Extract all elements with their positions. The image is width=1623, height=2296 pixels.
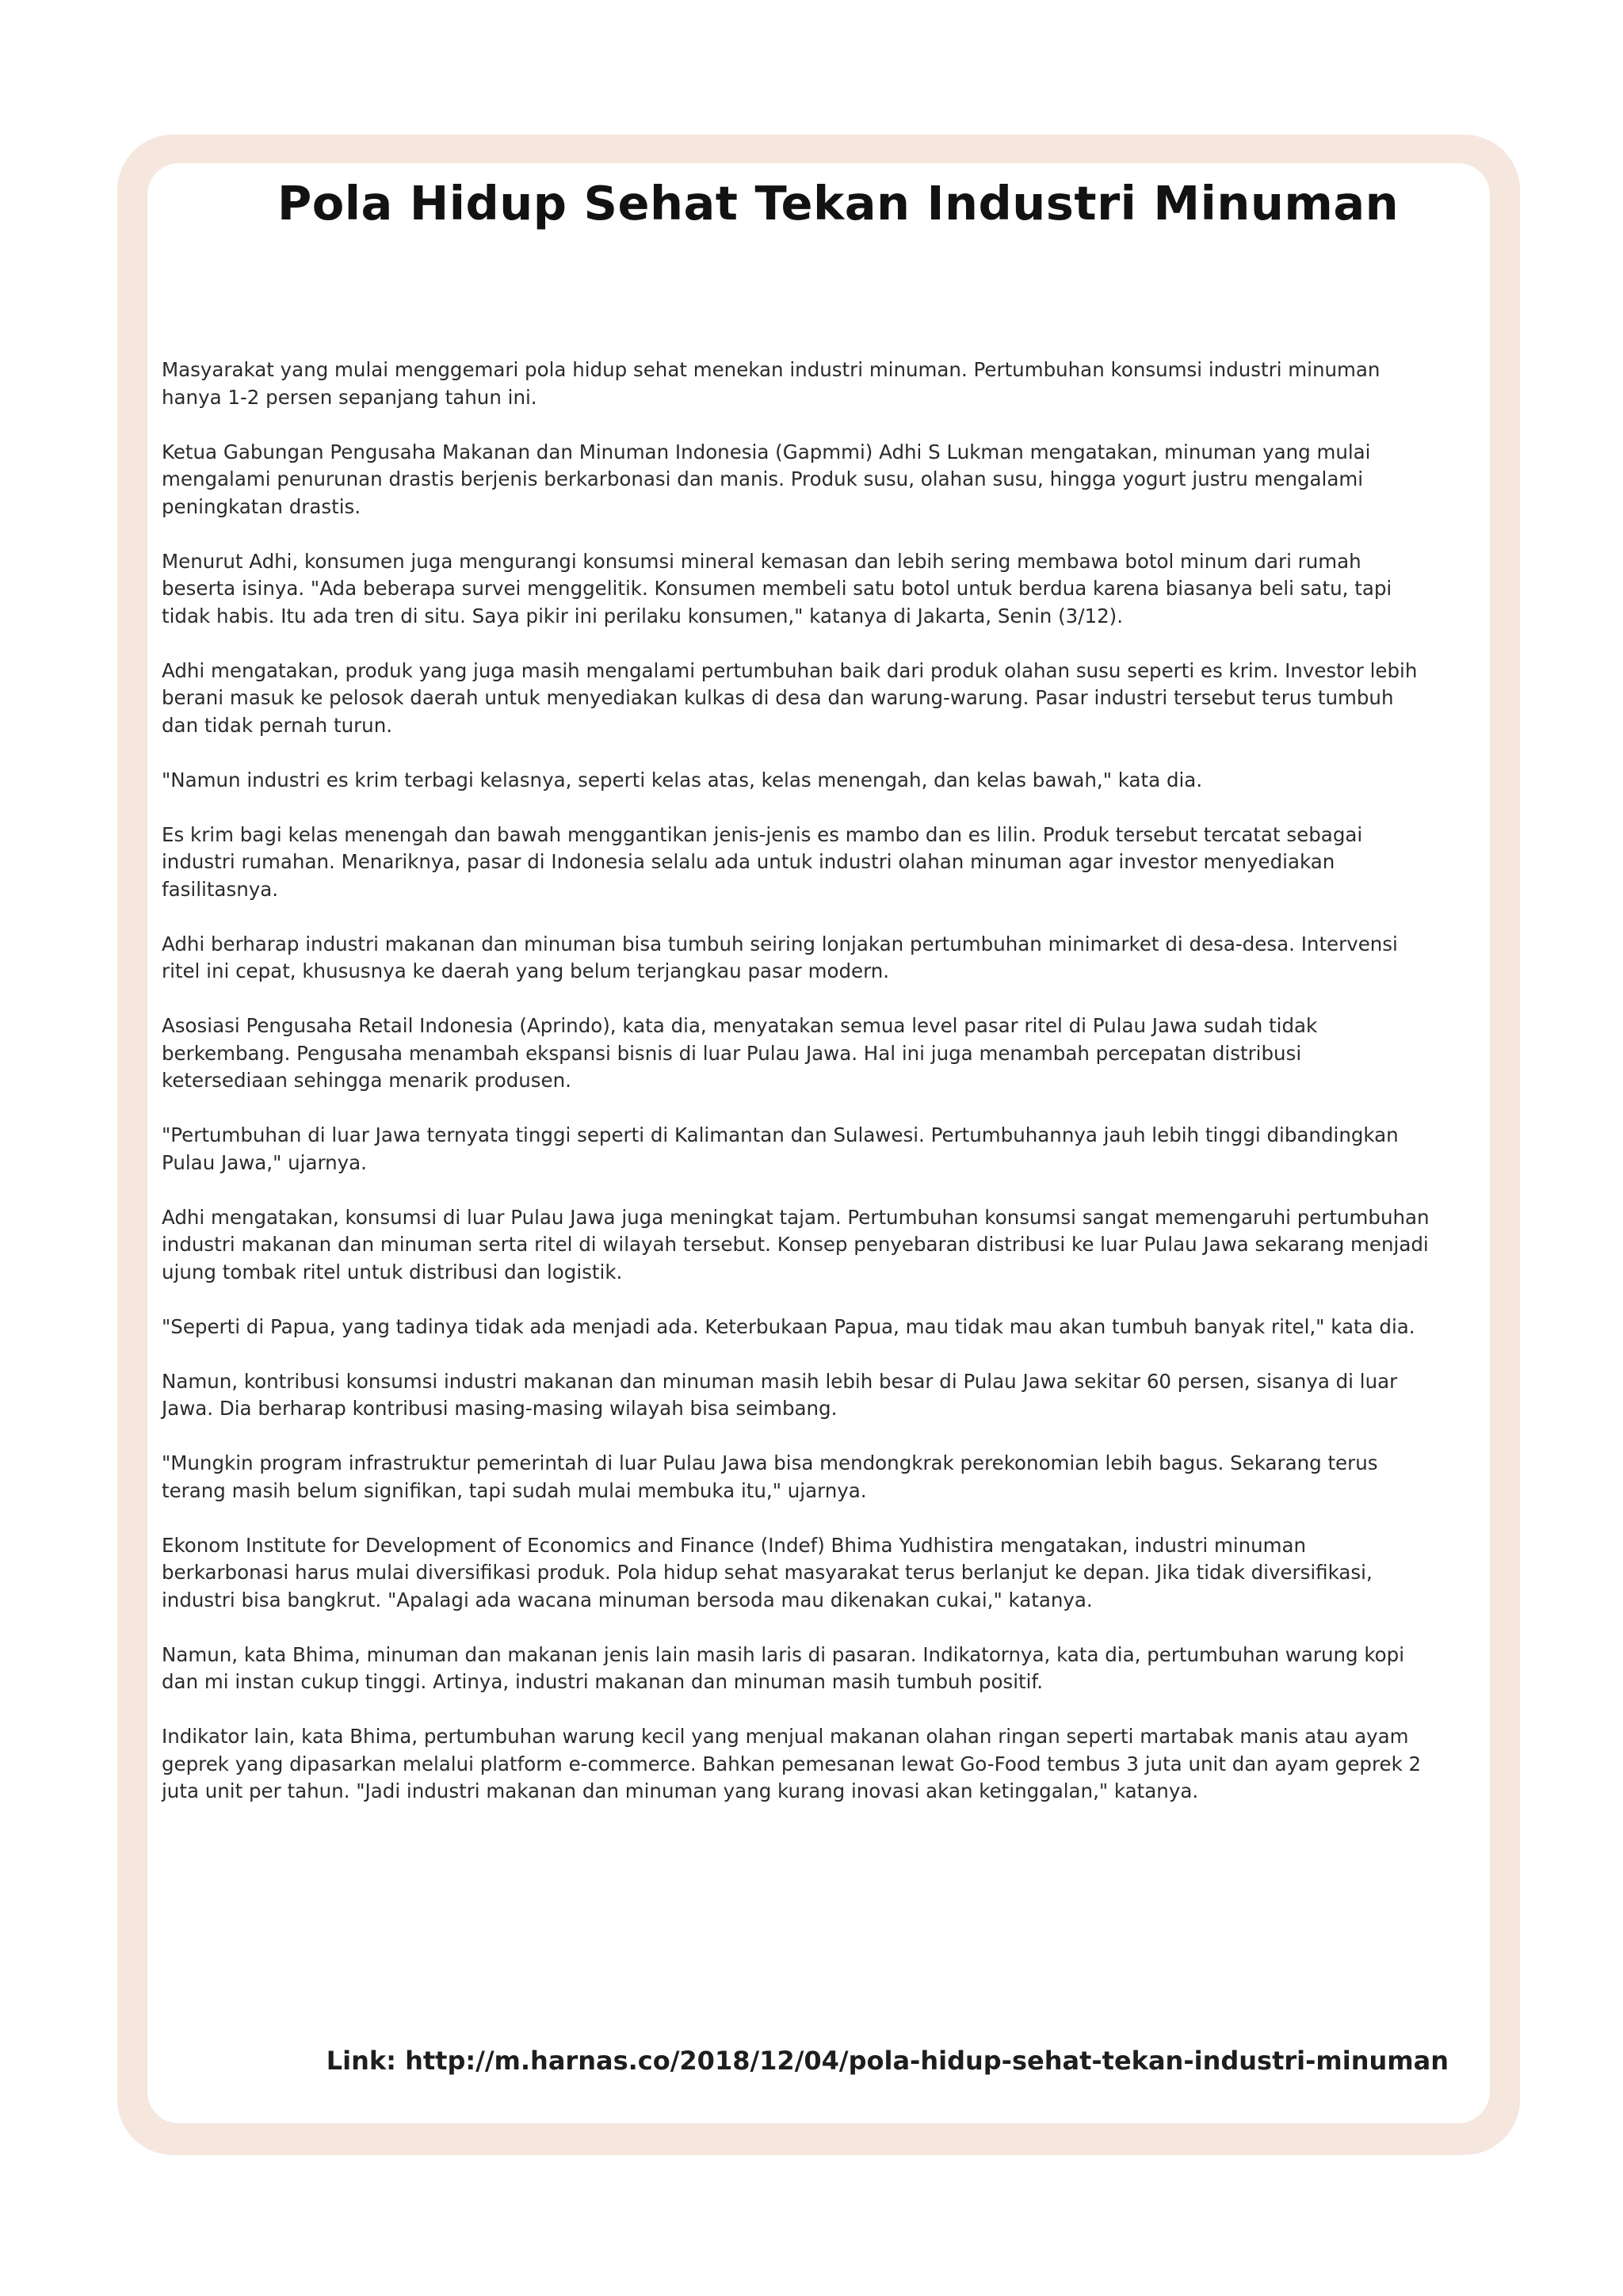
paragraph: "Mungkin program infrastruktur pemerintah di luar Pulau Jawa bisa mendongkrak perekonomian lebih bagus. Sekarang terus terang masih belum signifikan, tapi sudah mulai membuka itu," ujarnya. bbox=[162, 1451, 1378, 1502]
page-title: Pola Hidup Sehat Tekan Industri Minuman bbox=[277, 176, 1400, 231]
paragraph: Indikator lain, kata Bhima, pertumbuhan warung kecil yang menjual makanan olahan ringan seperti martabak manis atau ayam geprek yang dipasarkan melalui platform e-commerce. Bahkan pemesanan lewat Go-Food tembus 3 juta unit dan ayam geprek 2 juta unit per tahun. "Jadi industri makanan dan minuman yang kurang inovasi akan ketinggalan," katanya. bbox=[162, 1725, 1422, 1802]
paragraph: Menurut Adhi, konsumen juga mengurangi konsumsi mineral kemasan dan lebih sering membawa botol minum dari rumah beserta isinya. "Ada beberapa survei menggelitik. Konsumen membeli satu botol untuk berdua karena biasanya beli satu, tapi tidak habis. Itu ada tren di situ. Saya pikir ini perilaku konsumen," katanya di Jakarta, Senin (3/12). bbox=[162, 549, 1392, 627]
paragraph: "Namun industri es krim terbagi kelasnya, seperti kelas atas, kelas menengah, dan kelas bawah," kata dia. bbox=[162, 768, 1203, 791]
paragraph: Namun, kata Bhima, minuman dan makanan jenis lain masih laris di pasaran. Indikatornya, kata dia, pertumbuhan warung kopi dan mi instan cukup tinggi. Artinya, industri makanan dan minuman masih tumbuh positif. bbox=[162, 1642, 1405, 1693]
paragraph: Adhi mengatakan, konsumsi di luar Pulau Jawa juga meningkat tajam. Pertumbuhan konsumsi sangat memengaruhi pertumbuhan industri makanan dan minuman serta ritel di wilayah tersebut. Konsep penyebaran distribusi ke luar Pulau Jawa sekarang menjadi ujung tombak ritel untuk distribusi dan logistik. bbox=[162, 1205, 1430, 1283]
paragraph: Es krim bagi kelas menengah dan bawah menggantikan jenis-jenis es mambo dan es lilin. Produk tersebut tercatat sebagai industri rumahan. Menariknya, pasar di Indonesia selalu ada untuk industri olahan minuman agar investor menyediakan fasilitasnya. bbox=[162, 822, 1363, 901]
paragraph: "Pertumbuhan di luar Jawa ternyata tinggi seperti di Kalimantan dan Sulawesi. Pertumbuhannya jauh lebih tinggi dibandingkan Pulau Jawa," ujarnya. bbox=[162, 1123, 1399, 1174]
paragraph: Ketua Gabungan Pengusaha Makanan dan Minuman Indonesia (Gapmmi) Adhi S Lukman mengatakan, minuman yang mulai mengalami penurunan drastis berjenis berkarbonasi dan manis. Produk susu, olahan susu, hingga yogurt justru mengalami peningkatan drastis. bbox=[162, 440, 1371, 518]
paragraph: Masyarakat yang mulai menggemari pola hidup sehat menekan industri minuman. Pertumbuhan konsumsi industri minuman hanya 1-2 persen sepanjang tahun ini. bbox=[162, 358, 1381, 409]
paragraph: Ekonom Institute for Development of Economics and Finance (Indef) Bhima Yudhistira mengatakan, industri minuman berkarbonasi harus mulai diversifikasi produk. Pola hidup sehat masyarakat terus berlanjut ke depan. Jika tidak diversifikasi, industri bisa bangkrut. "Apalagi ada wacana minuman bersoda mau dikenakan cukai," katanya. bbox=[162, 1533, 1373, 1611]
paragraph: "Seperti di Papua, yang tadinya tidak ada menjadi ada. Keterbukaan Papua, mau tidak mau akan tumbuh banyak ritel," kata dia. bbox=[162, 1314, 1415, 1338]
paragraph: Adhi mengatakan, produk yang juga masih mengalami pertumbuhan baik dari produk olahan susu seperti es krim. Investor lebih berani masuk ke pelosok daerah untuk menyediakan kulkas di desa dan warung-warung. Pasar industri tersebut terus tumbuh dan tidak pernah turun. bbox=[162, 658, 1418, 737]
paragraph: Namun, kontribusi konsumsi industri makanan dan minuman masih lebih besar di Pulau Jawa sekitar 60 persen, sisanya di luar Jawa. Dia berharap kontribusi masing-masing wilayah bisa seimbang. bbox=[162, 1369, 1398, 1420]
paragraph: Adhi berharap industri makanan dan minuman bisa tumbuh seiring lonjakan pertumbuhan minimarket di desa-desa. Intervensi ritel ini cepat, khususnya ke daerah yang belum terjangkau pasar modern. bbox=[162, 932, 1398, 982]
source-link[interactable]: Link: http://m.harnas.co/2018/12/04/pola-hidup-sehat-tekan-industri-minuman bbox=[326, 2046, 1449, 2076]
paragraph: Asosiasi Pengusaha Retail Indonesia (Aprindo), kata dia, menyatakan semua level pasar ritel di Pulau Jawa sudah tidak berkembang. Pengusaha menambah ekspansi bisnis di luar Pulau Jawa. Hal ini juga menambah percepatan distribusi ketersediaan sehingga menarik produsen. bbox=[162, 1014, 1318, 1092]
article-body bbox=[162, 357, 1430, 1833]
